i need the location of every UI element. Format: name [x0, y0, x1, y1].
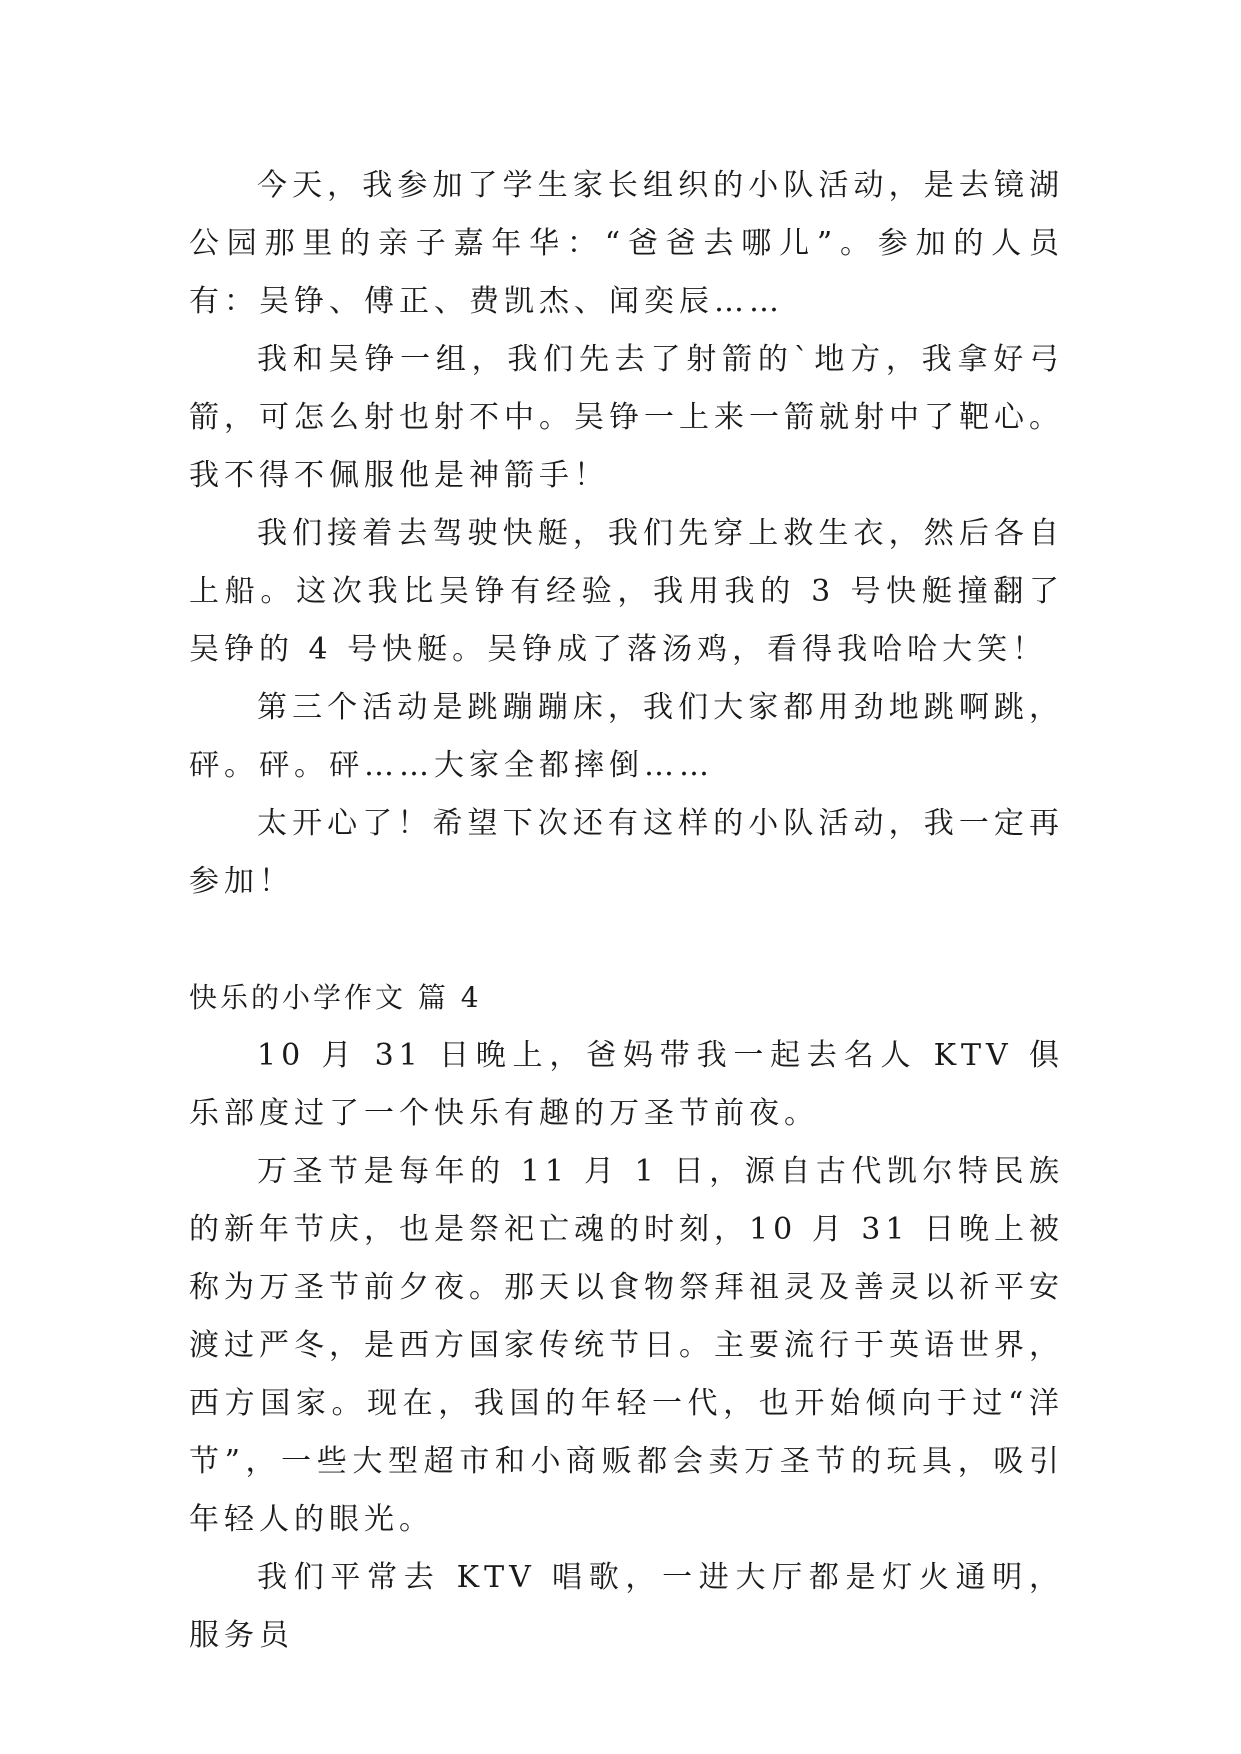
paragraph: 万圣节是每年的 11 月 1 日，源自古代凯尔特民族的新年节庆，也是祭祀亡魂的时刻，10 月 31 日晚上被称为万圣节前夕夜。那天以食物祭拜祖灵及善灵以祈平安渡过严冬，是西方国家传统节日。主要流行于英语世界，西方国家。现在，我国的年轻一代，也开始倾向于过“洋节”，一些大型超市和小商贩都会卖万圣节的玩具，吸引年轻人的眼光。 [189, 1154, 1064, 1537]
paragraph: 我们接着去驾驶快艇，我们先穿上救生衣，然后各自上船。这次我比吴铮有经验，我用我的 3 号快艇撞翻了吴铮的 4 号快艇。吴铮成了落汤鸡，看得我哈哈大笑！ [189, 516, 1064, 667]
paragraph: 我们平常去 KTV 唱歌，一进大厅都是灯火通明，服务员 [189, 1560, 1064, 1653]
section-heading: 快乐的小学作文 篇 4 [189, 981, 482, 1014]
paragraph: 我和吴铮一组，我们先去了射箭的`地方，我拿好弓箭，可怎么射也射不中。吴铮一上来一箭就射中了靶心。我不得不佩服他是神箭手！ [189, 342, 1064, 493]
document-body [189, 157, 1064, 1665]
paragraph: 第三个活动是跳蹦蹦床，我们大家都用劲地跳啊跳，砰。砰。砰……大家全都摔倒…… [189, 690, 1064, 783]
paragraph: 今天，我参加了学生家长组织的小队活动，是去镜湖公园那里的亲子嘉年华：“爸爸去哪儿”。参加的人员有：吴铮、傅正、费凯杰、闻奕辰…… [189, 168, 1064, 319]
paragraph: 10 月 31 日晚上，爸妈带我一起去名人 KTV 俱乐部度过了一个快乐有趣的万圣节前夜。 [189, 1038, 1064, 1131]
paragraph: 太开心了！希望下次还有这样的小队活动，我一定再参加！ [189, 806, 1064, 899]
